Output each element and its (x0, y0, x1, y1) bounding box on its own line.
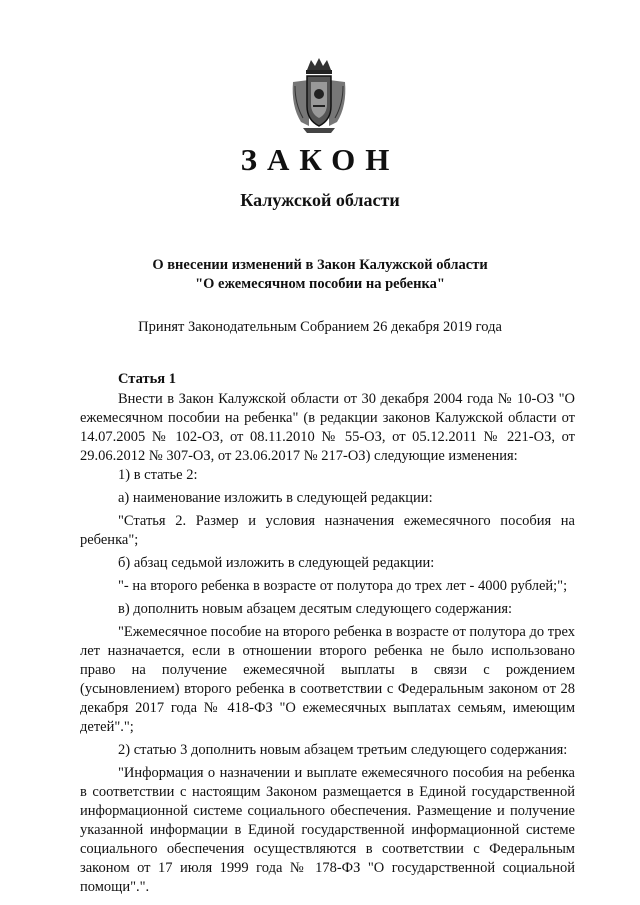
coat-of-arms-icon (289, 56, 349, 134)
paragraph: "Ежемесячное пособие на второго ребенка в возрасте от полутора до трех лет назначается, если в отношении второго ребенка не было использовано право на получение ежемесячной выплаты в связи с рождением (усыновлением) второго ребенка в соответствии с Федеральным законом от 28 декабря 2017 года № 418-ФЗ "О ежемесячных выплатах семьям, имеющим детей"."; (80, 624, 575, 735)
law-subject (0, 256, 640, 294)
law-title: ЗАКОН (240, 142, 400, 177)
paragraph: в) дополнить новым абзацем десятым следующего содержания: (118, 601, 513, 617)
article-body (80, 390, 575, 901)
paragraph: а) наименование изложить в следующей редакции: (118, 490, 433, 506)
paragraph: "Информация о назначении и выплате ежемесячного пособия на ребенка в соответствии с настоящим Законом размещается в Единой государственной информационной системе социального обеспечения. Размещение и получение указанной информации в Единой государственной информационной системе социального обеспечения осуществляются в соответствии с Федеральным законом от 17 июля 1999 года № 178-ФЗ "О государственной социальной помощи".". (80, 765, 575, 895)
article-heading: Статья 1 (118, 371, 176, 387)
paragraph: б) абзац седьмой изложить в следующей редакции: (118, 555, 435, 571)
subject-line: "О ежемесячном пособии на ребенка" (195, 276, 445, 292)
region-name: Калужской области (240, 190, 400, 210)
paragraph: "- на второго ребенка в возрасте от полутора до трех лет - 4000 рублей;"; (118, 578, 568, 594)
paragraph: 2) статью 3 дополнить новым абзацем третьим следующего содержания: (118, 742, 568, 758)
paragraph: Внести в Закон Калужской области от 30 декабря 2004 года № 10-ОЗ "О ежемесячном пособии на ребенка" (в редакции законов Калужской области от 14.07.2005 № 102-ОЗ, от 08.11.2010 № 55-ОЗ, от 05.12.2011 № 221-ОЗ, от 29.06.2012 № 307-ОЗ, от 23.06.2017 № 217-ОЗ) следующие изменения: (80, 391, 575, 464)
paragraph: 1) в статье 2: (118, 467, 198, 483)
subject-line: О внесении изменений в Закон Калужской области (152, 257, 488, 273)
paragraph: "Статья 2. Размер и условия назначения ежемесячного пособия на ребенка"; (80, 513, 575, 548)
adoption-date: Принят Законодательным Собранием 26 декабря 2019 года (138, 319, 502, 335)
